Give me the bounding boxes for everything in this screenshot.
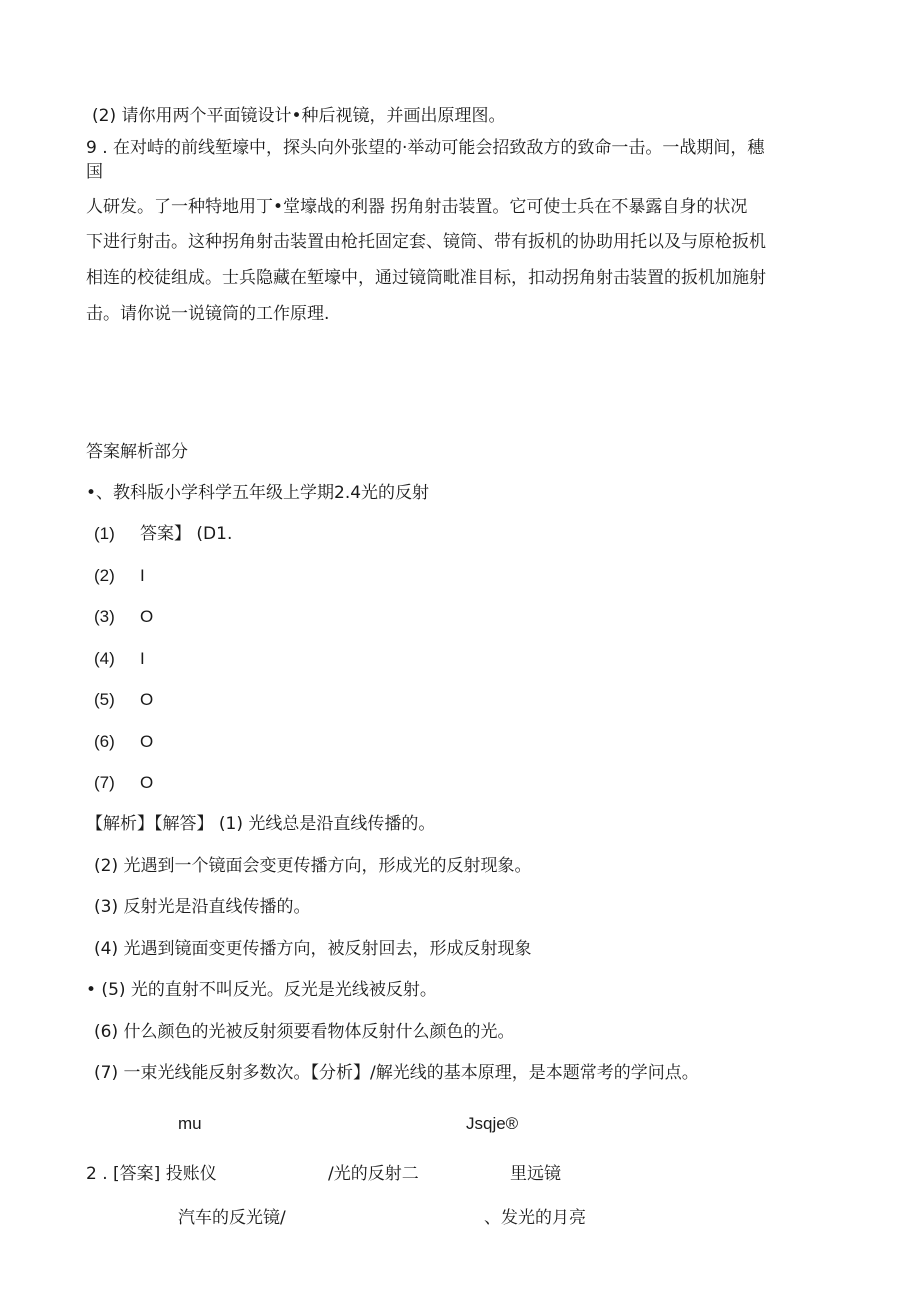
q9-line1: 9 . 在对峙的前线堑壕中，探头向外张望的·举动可能会招致敌方的致命一击。一战期间，穗	[86, 138, 765, 158]
answer-item-6	[94, 730, 154, 754]
answer-item-val: O	[140, 607, 154, 626]
explanation-line-4: (4) 光遇到镜面变更传播方向，被反射回去，形成反射现象	[94, 939, 532, 959]
q8-part2: (2) 请你用两个平面镜设计•种后视镜，并画出原理图。	[92, 106, 506, 126]
answer-subtitle: •、教科版小学科学五年级上学期2.4光的反射	[86, 483, 430, 503]
answer-item-val: I	[140, 566, 145, 585]
q9-line1b: 国	[86, 162, 103, 182]
answer-item-5	[94, 688, 154, 712]
explanation-line-5: • (5) 光的直射不叫反光。反光是光线被反射。	[86, 980, 437, 1000]
answer-item-val: O	[140, 690, 154, 709]
answer-item-num: (3)	[94, 607, 115, 626]
answer-item-val: I	[140, 649, 145, 668]
q9-line2: 人研发。了一种特地用丁•堂壕战的利器 拐角射击装置。它可使士兵在不暴露自身的状况	[86, 197, 748, 217]
q2-answer-col3: 里远镜	[510, 1164, 561, 1184]
answer-item-val: O	[140, 732, 154, 751]
answer-item-num: (5)	[94, 690, 115, 709]
answer-item-num: (7)	[94, 773, 115, 792]
answer-item-num: (4)	[94, 649, 115, 668]
answer-item-num: (6)	[94, 732, 115, 751]
answer-item-1	[94, 522, 233, 546]
q2-answer-col2: /光的反射二	[328, 1164, 419, 1184]
answer-item-num: (1)	[94, 524, 115, 543]
answer-item-4	[94, 647, 145, 671]
answer-item-3	[94, 605, 154, 629]
q2-answer-row2-col1: 汽车的反光镜/	[178, 1208, 286, 1228]
explanation-line-3: (3) 反射光是沿直线传播的。	[94, 897, 311, 917]
q2-answer-row2-col2: 、发光的月亮	[484, 1208, 586, 1228]
explanation-line-1: 【解析】【解答】 (1) 光线总是沿直线传播的。	[86, 814, 436, 834]
answer-item-val: O	[140, 773, 154, 792]
q9-line5: 击。请你说一说镜筒的工作原理.	[86, 304, 330, 324]
answer-title: 答案解析部分	[86, 442, 188, 462]
answer-item-7	[94, 771, 154, 795]
answer-item-num: (2)	[94, 566, 115, 585]
footer-right-text: Jsqje®	[466, 1114, 519, 1133]
answer-item-val: 答案】 (D1.	[140, 524, 233, 544]
q9-line3: 下进行射击。这种拐角射击装置由枪托固定套、镜筒、带有扳机的协助用托以及与原枪扳机	[86, 232, 766, 252]
footer-left-text: mu	[178, 1114, 202, 1133]
explanation-line-7: (7) 一束光线能反射多数次。【分析】/解光线的基本原理，是本题常考的学问点。	[94, 1063, 699, 1083]
q9-line4: 相连的校徒组成。士兵隐藏在堑壕中，通过镜筒毗准目标，扣动拐角射击装置的扳机加施射	[86, 268, 766, 288]
explanation-line-2: (2) 光遇到一个镜面会变更传播方向，形成光的反射现象。	[94, 856, 532, 876]
answer-item-2	[94, 564, 145, 588]
explanation-line-6: (6) 什么颜色的光被反射须要看物体反射什么颜色的光。	[94, 1022, 515, 1042]
q2-answer-lead: 2 . [答案] 投账仪	[86, 1164, 217, 1184]
